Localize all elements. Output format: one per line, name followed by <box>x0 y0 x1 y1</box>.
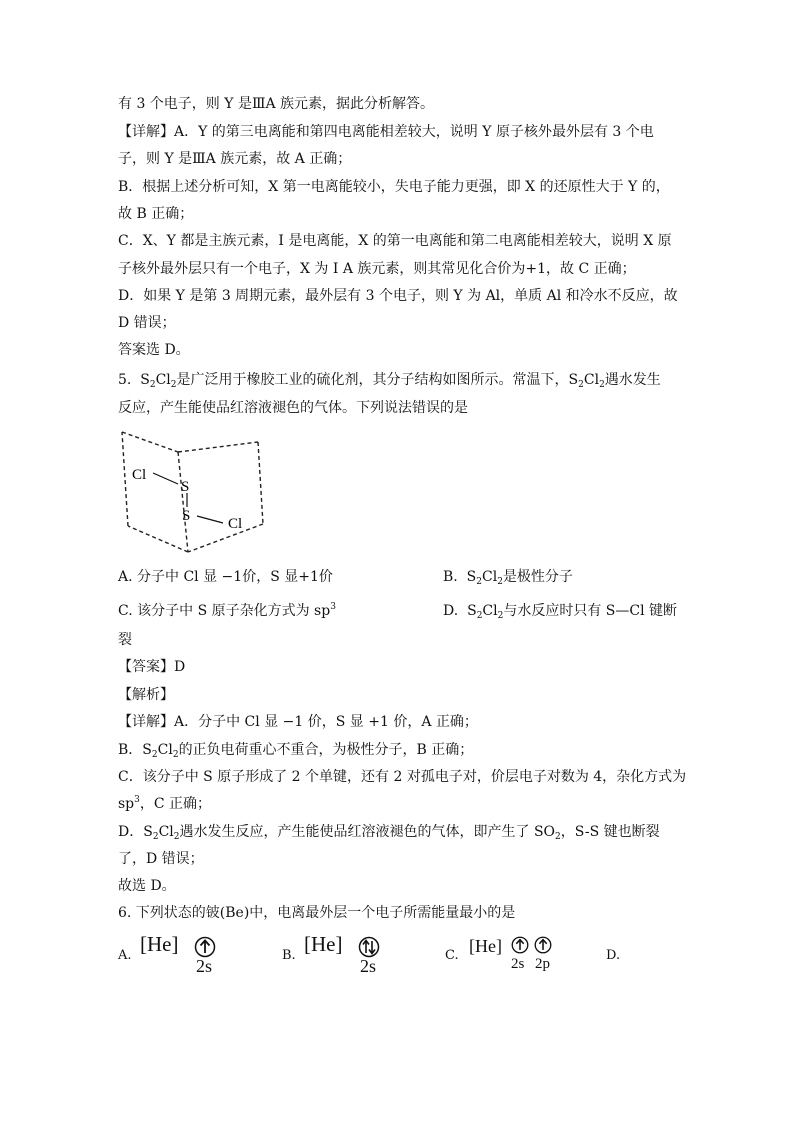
sulfur-atom-label: S <box>182 508 191 524</box>
detail-line-b: B．$S_2Cl_2$的正负电荷重心不重合，为极性分子，B 正确； <box>118 742 474 760</box>
config-option-d: D. <box>606 948 621 963</box>
helium-core-label: [He] <box>304 932 343 956</box>
text-line: 子核外最外层只有一个电子，X 为 I A 族元素，则其常见化合价为+1，故 C 正确； <box>118 261 636 277</box>
text-line: D 错误； <box>118 315 176 331</box>
orbital-paired-arrows-icon <box>358 936 380 958</box>
chlorine-atom-label: Cl <box>228 516 243 532</box>
text-line: 答案选 D。 <box>118 342 190 358</box>
helium-core-label: [He] <box>469 936 502 956</box>
text-line: 故 B 正确； <box>118 206 194 222</box>
text-line: 子，则 Y 是ⅢA 族元素，故 A 正确； <box>118 151 352 167</box>
orbital-up-arrow-icon <box>194 936 216 958</box>
option-d-continuation: 裂 <box>118 632 132 648</box>
orbital-label: 2s <box>360 956 377 976</box>
config-option-b: B. [He] 2s <box>282 930 392 980</box>
text-line: 【详解】A．Y 的第三电离能和第四电离能相差较大，说明 Y 原子核外最外层有 3 个电 <box>118 124 654 140</box>
config-option-c: C. [He] 2s 2p <box>445 936 550 972</box>
detail-line-d2: 了，D 错误； <box>118 851 204 867</box>
conclusion: 故选 D。 <box>118 878 176 894</box>
formula-s2cl2: $S_2Cl_2$ <box>568 372 605 390</box>
question-number: 5. <box>118 372 132 388</box>
detail-line-c1: C．该分子中 S 原子形成了 2 个单键，还有 2 对孤电子对，价层电子对数为 4，杂化方式为 <box>118 769 687 785</box>
option-b: B. $S_2Cl_2$是极性分子 <box>443 569 573 587</box>
detail-line-d1: D．$S_2Cl_2$遇水发生反应，产生能使品红溶液褪色的气体，即产生了 $SO_2$，S-S 键也断裂 <box>118 824 660 842</box>
detail-line-c2: $sp^3$，C 正确； <box>118 795 212 812</box>
orbital-up-arrow-icon <box>511 936 529 954</box>
question-5-stem-line2: 反应，产生能使品红溶液褪色的气体。下列说法错误的是 <box>118 400 468 416</box>
config-option-a: A. [He] 2s <box>118 930 228 980</box>
text-line: B．根据上述分析可知，X 第一电离能较小，失电子能力更强，即 X 的还原性大于 Y 的， <box>118 179 670 195</box>
detail-line-a: 【详解】A．分子中 Cl 显 −1 价，S 显 +1 价，A 正确； <box>118 714 478 730</box>
formula-s2cl2: $S_2Cl_2$ <box>140 372 177 390</box>
text-line: C．X、Y 都是主族元素，I 是电离能，X 的第一电离能和第二电离能相差较大，说明 X 原 <box>118 233 672 249</box>
question-5-stem-line1: 5. $S_2Cl_2$是广泛用于橡胶工业的硫化剂，其分子结构如图所示。常温下，$S_2Cl_2$遇水发生 <box>118 372 661 390</box>
orbital-label: 2s <box>196 956 213 976</box>
answer-label: 【答案】D <box>118 659 186 675</box>
option-c: C. 该分子中 S 原子杂化方式为 $sp^3$ <box>118 602 336 619</box>
orbital-up-arrow-icon <box>534 936 552 954</box>
orbital-label: 2p <box>535 956 550 972</box>
text-line: 有 3 个电子，则 Y 是ⅢA 族元素，据此分析解答。 <box>118 96 435 112</box>
text-line: D．如果 Y 是第 3 周期元素，最外层有 3 个电子，则 Y 为 Al，单质 Al 和冷水不反应，故 <box>118 288 678 304</box>
option-a: A. 分子中 Cl 显 −1价，S 显+1价 <box>118 569 333 585</box>
analysis-label: 【解析】 <box>118 687 174 703</box>
s2cl2-structure-diagram <box>118 428 278 556</box>
helium-core-label: [He] <box>140 932 179 956</box>
question-6-stem: 6. 下列状态的铍(Be)中，电离最外层一个电子所需能量最小的是 <box>118 905 516 921</box>
chlorine-atom-label: Cl <box>132 467 147 483</box>
orbital-label: 2s <box>511 956 525 972</box>
option-d: D. $S_2Cl_2$与水反应时只有 S—Cl 键断 <box>443 603 678 621</box>
sulfur-atom-label: S <box>181 479 190 495</box>
